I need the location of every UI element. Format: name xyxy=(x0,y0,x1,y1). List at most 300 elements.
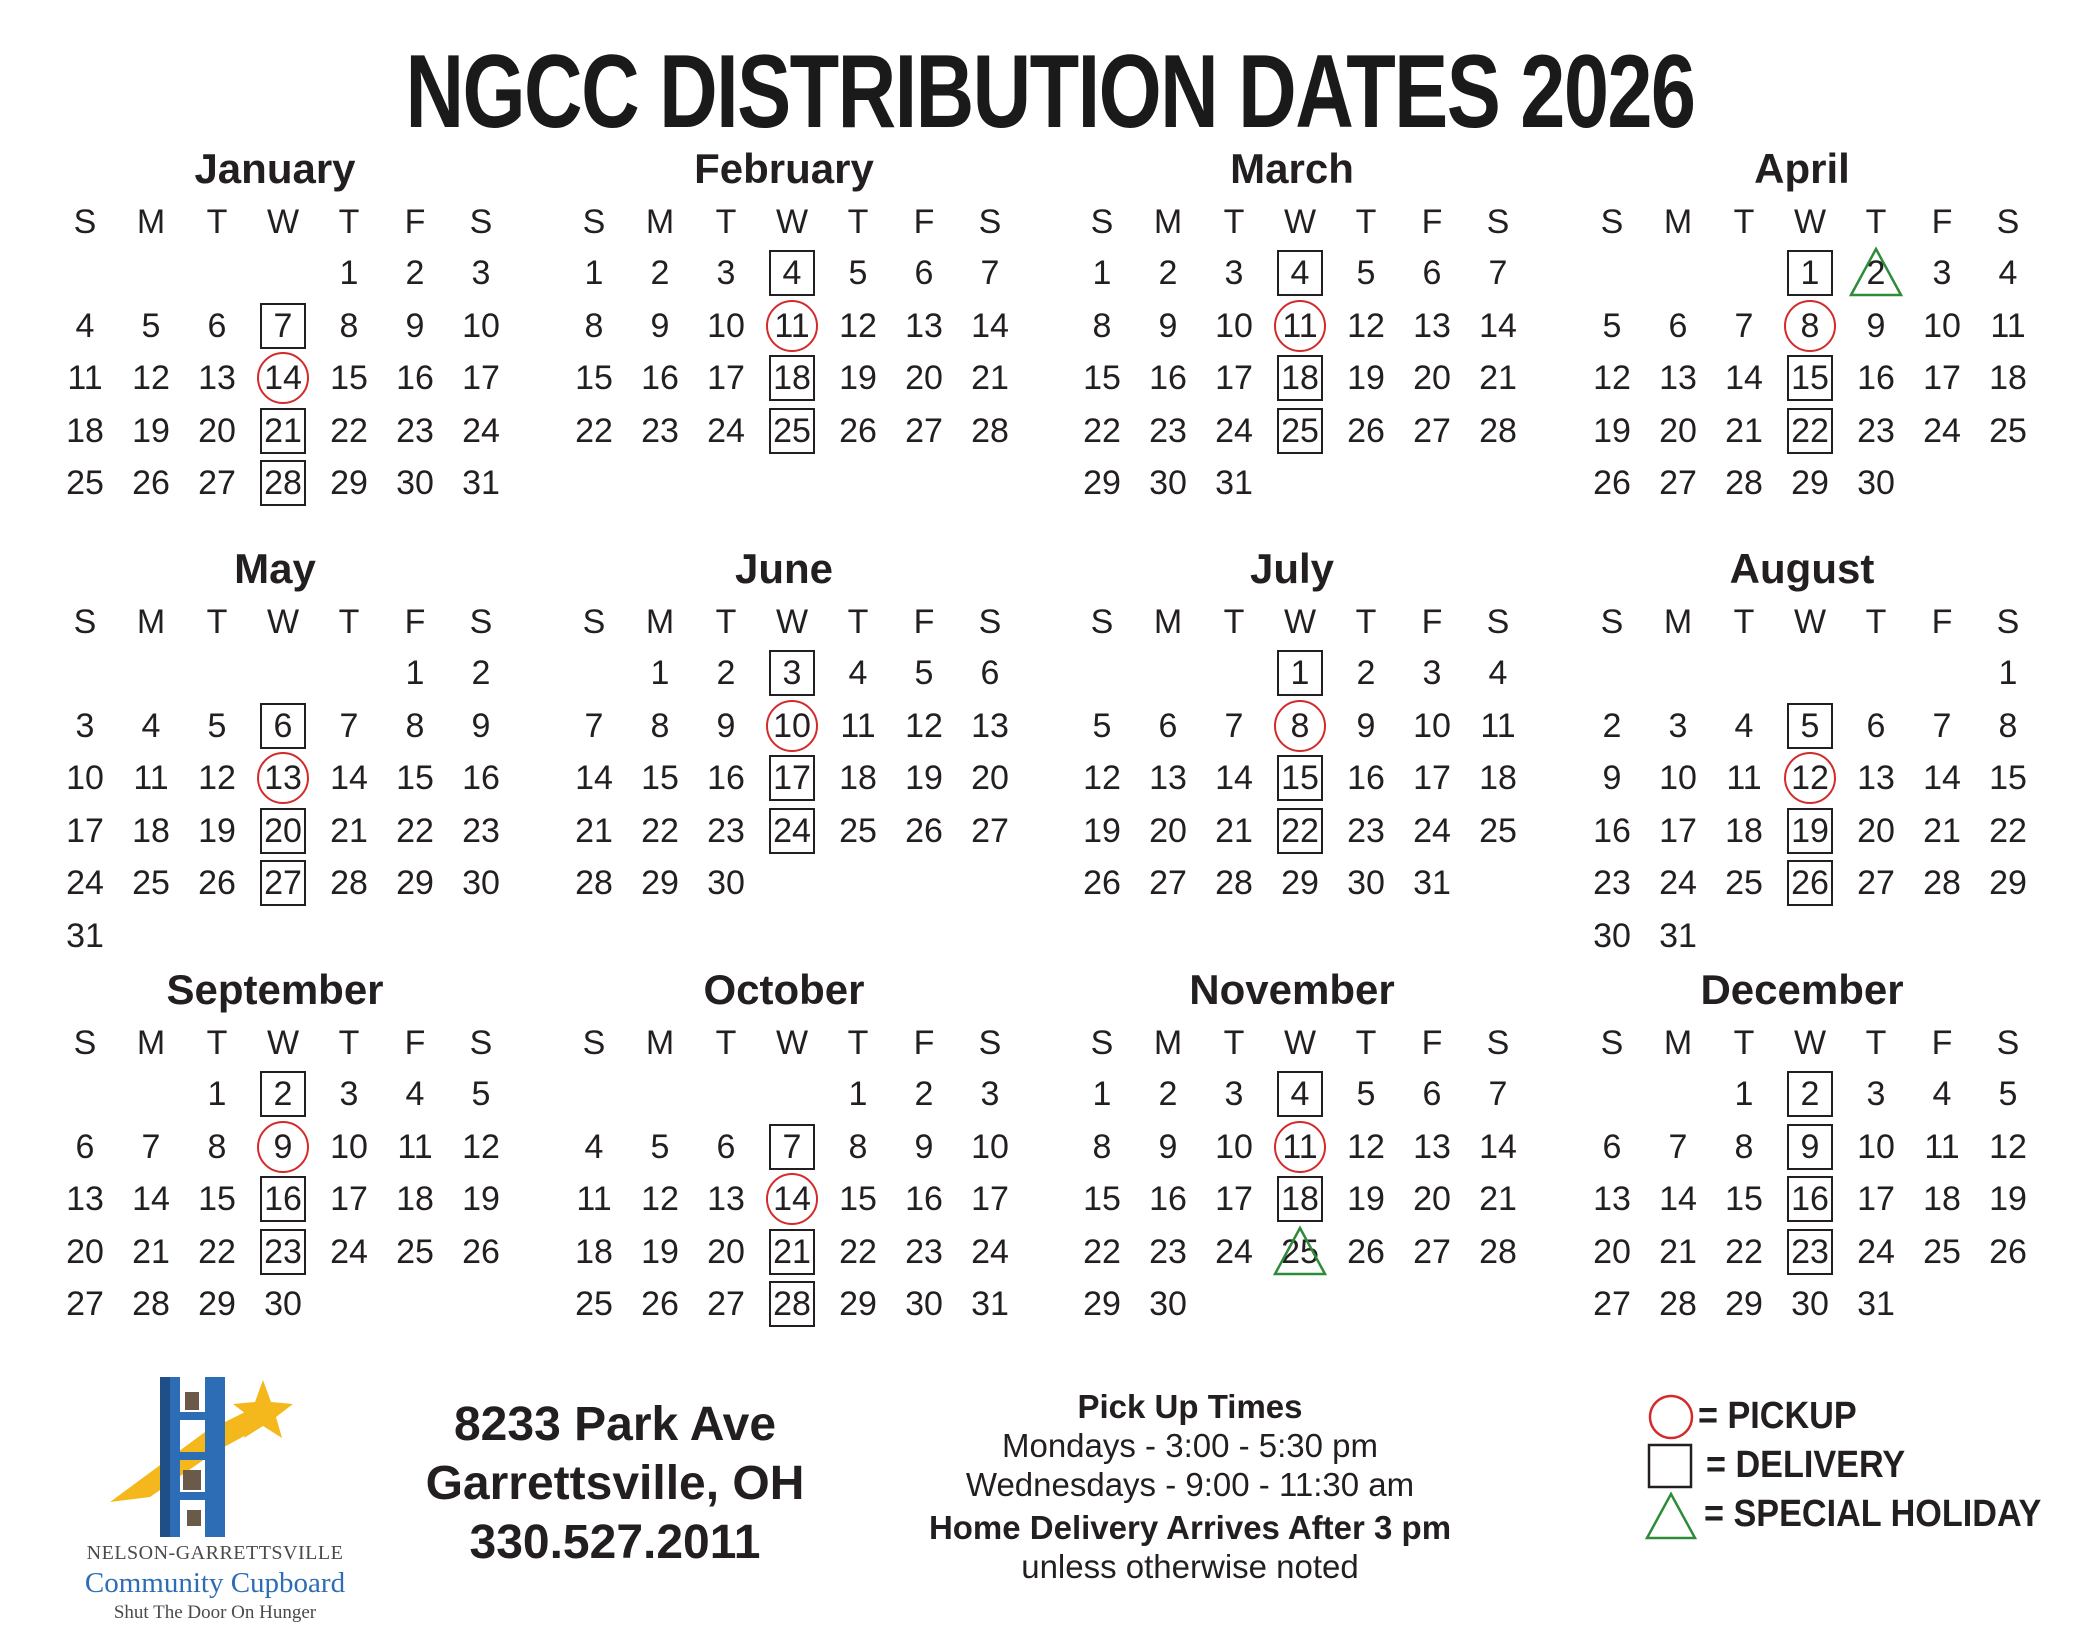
day-cell: 29 xyxy=(396,864,434,902)
day-cell: 7 xyxy=(782,1127,802,1166)
weekday-header: T xyxy=(715,1024,737,1062)
day-cell: 23 xyxy=(1593,864,1631,902)
day-cell: 12 xyxy=(132,359,170,397)
day-cell: 9 xyxy=(716,706,736,745)
day-cell: 7 xyxy=(1488,1075,1508,1113)
day-cell: 3 xyxy=(75,706,95,745)
day-cell: 20 xyxy=(905,359,943,397)
day-cell: 20 xyxy=(1857,811,1895,850)
address-block xyxy=(405,1395,825,1572)
day-cell: 14 xyxy=(330,759,368,797)
day-cell: 10 xyxy=(971,1127,1009,1166)
day-cell: 8 xyxy=(848,1127,868,1166)
day-cell: 18 xyxy=(66,411,104,450)
day-cell: 23 xyxy=(1857,411,1895,450)
month-august xyxy=(1567,545,2037,955)
day-cell: 13 xyxy=(707,1180,745,1218)
day-cell: 6 xyxy=(716,1127,736,1166)
day-cell: 17 xyxy=(707,359,745,397)
day-cell: 23 xyxy=(1149,411,1187,450)
day-cell: 12 xyxy=(1989,1127,2027,1166)
weekday-header: F xyxy=(913,1024,935,1062)
weekday-header: F xyxy=(404,603,426,641)
day-cell: 21 xyxy=(773,1232,811,1271)
day-cell: 14 xyxy=(971,306,1009,345)
day-cell: 14 xyxy=(1479,1127,1517,1166)
day-cell: 19 xyxy=(641,1232,679,1271)
page-title: NGCC DISTRIBUTION DATES 2026 xyxy=(405,34,1695,150)
day-cell: 6 xyxy=(1422,1075,1442,1113)
day-cell: 7 xyxy=(1224,706,1244,745)
day-cell: 16 xyxy=(264,1180,302,1218)
day-cell: 22 xyxy=(575,411,613,450)
day-cell: 10 xyxy=(707,306,745,345)
month-name: June xyxy=(734,545,834,592)
day-cell: 27 xyxy=(1857,864,1895,902)
day-cell: 29 xyxy=(1083,1285,1121,1323)
day-cell: 10 xyxy=(330,1127,368,1166)
day-cell: 11 xyxy=(1282,306,1318,345)
day-cell: 18 xyxy=(1281,1180,1319,1218)
day-cell: 29 xyxy=(1791,464,1829,502)
day-cell: 3 xyxy=(1224,254,1244,292)
weekday-header: T xyxy=(1223,603,1245,641)
day-cell: 14 xyxy=(264,359,302,397)
day-cell: 19 xyxy=(462,1180,500,1218)
weekday-header: S xyxy=(1486,1024,1510,1062)
weekday-header: T xyxy=(338,603,360,641)
weekday-header: S xyxy=(1996,203,2020,241)
logo-tagline: Shut The Door On Hunger xyxy=(113,1602,317,1623)
day-cell: 14 xyxy=(1215,759,1253,797)
day-cell: 17 xyxy=(1659,811,1697,850)
day-cell: 21 xyxy=(971,359,1009,397)
day-cell: 28 xyxy=(971,411,1009,450)
day-cell: 27 xyxy=(971,811,1009,850)
day-cell: 25 xyxy=(66,464,104,502)
weekday-header: F xyxy=(1421,1024,1443,1062)
day-cell: 19 xyxy=(839,359,877,397)
day-cell: 31 xyxy=(971,1285,1009,1323)
day-cell: 8 xyxy=(1800,306,1820,345)
day-cell: 3 xyxy=(1224,1075,1244,1113)
day-cell: 23 xyxy=(1791,1232,1829,1271)
day-cell: 22 xyxy=(1725,1232,1763,1271)
delivery-subnote: unless otherwise noted xyxy=(1021,1548,1359,1585)
triangle-icon xyxy=(1643,1490,1699,1542)
day-cell: 10 xyxy=(66,759,104,797)
month-october xyxy=(549,966,1019,1329)
weekday-header: S xyxy=(1996,603,2020,641)
day-cell: 16 xyxy=(1347,759,1385,797)
day-cell: 13 xyxy=(1413,1127,1451,1166)
month-name: September xyxy=(166,966,384,1013)
day-cell: 14 xyxy=(1479,306,1517,345)
day-cell: 10 xyxy=(1923,306,1961,345)
day-cell: 14 xyxy=(1923,759,1961,797)
day-cell: 1 xyxy=(207,1075,227,1113)
day-cell: 6 xyxy=(207,306,227,345)
weekday-header: S xyxy=(1600,203,1624,241)
day-cell: 5 xyxy=(914,654,934,692)
day-cell: 22 xyxy=(396,811,434,850)
day-cell: 8 xyxy=(1734,1127,1754,1166)
day-cell: 16 xyxy=(1149,1180,1187,1218)
day-cell: 2 xyxy=(716,654,736,692)
day-cell: 20 xyxy=(971,759,1009,797)
square-icon xyxy=(1646,1441,1696,1491)
day-cell: 2 xyxy=(650,254,670,292)
day-cell: 14 xyxy=(1659,1180,1697,1218)
day-cell: 18 xyxy=(1989,359,2027,397)
day-cell: 8 xyxy=(1092,306,1112,345)
weekday-header: W xyxy=(1793,603,1827,641)
day-cell: 5 xyxy=(1998,1075,2018,1113)
weekday-header: M xyxy=(1153,1024,1183,1062)
day-cell: 16 xyxy=(905,1180,943,1218)
address-street: 8233 Park Ave xyxy=(453,1398,777,1451)
day-cell: 17 xyxy=(330,1180,368,1218)
day-cell: 29 xyxy=(839,1285,877,1323)
day-cell: 20 xyxy=(264,811,302,850)
weekday-header: M xyxy=(1153,603,1183,641)
day-cell: 20 xyxy=(198,411,236,450)
weekday-header: T xyxy=(1355,203,1377,241)
day-cell: 16 xyxy=(1857,359,1895,397)
day-cell: 28 xyxy=(132,1285,170,1323)
day-cell: 19 xyxy=(1989,1180,2027,1218)
day-cell: 4 xyxy=(584,1127,604,1166)
day-cell: 21 xyxy=(1215,811,1253,850)
address-city: Garrettsville, OH xyxy=(425,1457,805,1510)
legend-delivery-label: = DELIVERY xyxy=(1706,1444,1906,1486)
day-cell: 7 xyxy=(339,706,359,745)
day-cell: 9 xyxy=(471,706,491,745)
day-cell: 2 xyxy=(471,654,491,692)
weekday-header: S xyxy=(1600,1024,1624,1062)
day-cell: 5 xyxy=(848,254,868,292)
day-cell: 31 xyxy=(66,916,104,955)
weekday-header: T xyxy=(1223,203,1245,241)
weekday-header: S xyxy=(582,1024,606,1062)
day-cell: 11 xyxy=(774,306,810,345)
day-cell: 29 xyxy=(1725,1285,1763,1323)
day-cell: 27 xyxy=(1413,1232,1451,1271)
day-cell: 20 xyxy=(1593,1232,1631,1271)
weekday-header: W xyxy=(1793,203,1827,241)
day-cell: 26 xyxy=(839,411,877,450)
day-cell: 4 xyxy=(1998,254,2018,292)
day-cell: 16 xyxy=(396,359,434,397)
day-cell: 23 xyxy=(462,811,500,850)
day-cell: 1 xyxy=(1734,1075,1754,1113)
day-cell: 1 xyxy=(1800,254,1820,292)
address-phone: 330.527.2011 xyxy=(469,1516,761,1569)
day-cell: 4 xyxy=(1290,1075,1310,1113)
day-cell: 21 xyxy=(575,811,613,850)
day-cell: 28 xyxy=(773,1285,811,1323)
day-cell: 18 xyxy=(132,811,170,850)
weekday-header: S xyxy=(73,203,97,241)
month-name: August xyxy=(1729,545,1875,592)
day-cell: 19 xyxy=(198,811,236,850)
day-cell: 14 xyxy=(773,1180,811,1218)
day-cell: 15 xyxy=(839,1180,877,1218)
weekday-header: M xyxy=(136,603,166,641)
day-cell: 27 xyxy=(198,464,236,502)
day-cell: 28 xyxy=(330,864,368,902)
day-cell: 21 xyxy=(132,1232,170,1271)
day-cell: 11 xyxy=(67,359,103,397)
day-cell: 22 xyxy=(1083,1232,1121,1271)
weekday-header: F xyxy=(1931,203,1953,241)
day-cell: 15 xyxy=(198,1180,236,1218)
day-cell: 8 xyxy=(1290,706,1310,745)
weekday-header: S xyxy=(73,603,97,641)
day-cell: 3 xyxy=(1866,1075,1886,1113)
weekday-header: M xyxy=(1663,203,1693,241)
day-cell: 9 xyxy=(914,1127,934,1166)
day-cell: 6 xyxy=(1422,254,1442,292)
day-cell: 8 xyxy=(650,706,670,745)
day-cell: 24 xyxy=(1215,411,1253,450)
day-cell: 22 xyxy=(1281,811,1319,850)
month-december xyxy=(1567,966,2037,1329)
legend-pickup-label: = PICKUP xyxy=(1698,1395,1857,1437)
month-name: December xyxy=(1700,966,1904,1013)
day-cell: 1 xyxy=(1092,1075,1112,1113)
day-cell: 15 xyxy=(641,759,679,797)
day-cell: 4 xyxy=(141,706,161,745)
weekday-header: S xyxy=(469,203,493,241)
day-cell: 22 xyxy=(1083,411,1121,450)
day-cell: 10 xyxy=(462,306,500,345)
day-cell: 3 xyxy=(1422,654,1442,692)
day-cell: 25 xyxy=(1923,1232,1961,1271)
weekday-header: T xyxy=(847,1024,869,1062)
day-cell: 5 xyxy=(1602,306,1622,345)
day-cell: 26 xyxy=(462,1232,500,1271)
day-cell: 5 xyxy=(1356,1075,1376,1113)
day-cell: 9 xyxy=(1602,759,1622,797)
delivery-note: Home Delivery Arrives After 3 pm xyxy=(928,1509,1452,1546)
weekday-header: W xyxy=(1793,1024,1827,1062)
day-cell: 21 xyxy=(1923,811,1961,850)
day-cell: 22 xyxy=(839,1232,877,1271)
weekday-header: F xyxy=(1931,603,1953,641)
weekday-header: T xyxy=(715,603,737,641)
weekday-header: M xyxy=(136,1024,166,1062)
day-cell: 6 xyxy=(1866,706,1886,745)
day-cell: 1 xyxy=(1092,254,1112,292)
day-cell: 30 xyxy=(1791,1285,1829,1323)
day-cell: 27 xyxy=(1149,864,1187,902)
weekday-header: T xyxy=(206,1024,228,1062)
community-cupboard-logo xyxy=(55,1352,375,1623)
day-cell: 24 xyxy=(1659,864,1697,902)
day-cell: 1 xyxy=(584,254,604,292)
day-cell: 30 xyxy=(1857,464,1895,502)
day-cell: 19 xyxy=(1347,1180,1385,1218)
weekday-header: S xyxy=(978,603,1002,641)
day-cell: 25 xyxy=(132,864,170,902)
day-cell: 13 xyxy=(971,706,1009,745)
hours-wednesday: Wednesdays - 9:00 - 11:30 am xyxy=(965,1466,1415,1503)
day-cell: 23 xyxy=(1149,1232,1187,1271)
weekday-header: F xyxy=(404,203,426,241)
day-cell: 4 xyxy=(75,306,95,345)
day-cell: 1 xyxy=(339,254,359,292)
day-cell: 17 xyxy=(1923,359,1961,397)
month-name: November xyxy=(1189,966,1395,1013)
weekday-header: M xyxy=(645,1024,675,1062)
day-cell: 28 xyxy=(1215,864,1253,902)
day-cell: 14 xyxy=(575,759,613,797)
day-cell: 18 xyxy=(575,1232,613,1271)
day-cell: 3 xyxy=(782,654,802,692)
weekday-header: M xyxy=(645,203,675,241)
day-cell: 13 xyxy=(1149,759,1187,797)
day-cell: 25 xyxy=(575,1285,613,1323)
day-cell: 24 xyxy=(1857,1232,1895,1271)
weekday-header: W xyxy=(1283,1024,1317,1062)
day-cell: 26 xyxy=(132,464,170,502)
day-cell: 3 xyxy=(471,254,491,292)
day-cell: 18 xyxy=(1281,359,1319,397)
day-cell: 29 xyxy=(1281,864,1319,902)
day-cell: 4 xyxy=(1932,1075,1952,1113)
day-cell: 3 xyxy=(339,1075,359,1113)
weekday-header: W xyxy=(775,203,809,241)
day-cell: 24 xyxy=(707,411,745,450)
day-cell: 10 xyxy=(773,706,811,745)
weekday-header: T xyxy=(1865,603,1887,641)
day-cell: 17 xyxy=(971,1180,1009,1218)
weekday-header: S xyxy=(469,603,493,641)
day-cell: 8 xyxy=(339,306,359,345)
day-cell: 21 xyxy=(264,411,302,450)
weekday-header: T xyxy=(715,203,737,241)
day-cell: 11 xyxy=(133,759,169,797)
day-cell: 25 xyxy=(1989,411,2027,450)
day-cell: 26 xyxy=(905,811,943,850)
day-cell: 5 xyxy=(141,306,161,345)
day-cell: 30 xyxy=(1149,1285,1187,1323)
day-cell: 15 xyxy=(575,359,613,397)
weekday-header: M xyxy=(1153,203,1183,241)
day-cell: 28 xyxy=(575,864,613,902)
day-cell: 2 xyxy=(1800,1075,1820,1113)
day-cell: 16 xyxy=(1791,1180,1829,1218)
month-september xyxy=(40,966,510,1329)
day-cell: 5 xyxy=(207,706,227,745)
day-cell: 9 xyxy=(1800,1127,1820,1166)
day-cell: 15 xyxy=(1083,359,1121,397)
month-april xyxy=(1567,145,2037,508)
day-cell: 24 xyxy=(773,811,811,850)
day-cell: 30 xyxy=(1593,916,1631,955)
weekday-header: S xyxy=(1486,203,1510,241)
day-cell: 30 xyxy=(1149,464,1187,502)
day-cell: 3 xyxy=(716,254,736,292)
day-cell: 2 xyxy=(1866,254,1886,292)
month-name: April xyxy=(1754,145,1850,192)
month-february xyxy=(549,145,1019,508)
month-name: March xyxy=(1230,145,1354,192)
day-cell: 31 xyxy=(1857,1285,1895,1323)
logo-line-1: NELSON-GARRETTSVILLE xyxy=(86,1542,344,1564)
day-cell: 31 xyxy=(1413,864,1451,902)
weekday-header: F xyxy=(1421,203,1443,241)
day-cell: 9 xyxy=(273,1127,293,1166)
weekday-header: M xyxy=(136,203,166,241)
day-cell: 6 xyxy=(1668,306,1688,345)
month-july xyxy=(1057,545,1527,908)
day-cell: 28 xyxy=(1479,411,1517,450)
day-cell: 5 xyxy=(471,1075,491,1113)
day-cell: 24 xyxy=(971,1232,1009,1271)
day-cell: 21 xyxy=(1725,411,1763,450)
day-cell: 26 xyxy=(1989,1232,2027,1271)
day-cell: 27 xyxy=(66,1285,104,1323)
day-cell: 1 xyxy=(650,654,670,692)
day-cell: 20 xyxy=(1659,411,1697,450)
day-cell: 22 xyxy=(1791,411,1829,450)
day-cell: 25 xyxy=(773,411,811,450)
day-cell: 29 xyxy=(330,464,368,502)
day-cell: 27 xyxy=(905,411,943,450)
day-cell: 15 xyxy=(1989,759,2027,797)
day-cell: 11 xyxy=(576,1180,612,1218)
weekday-header: F xyxy=(1931,1024,1953,1062)
month-name: July xyxy=(1249,545,1335,592)
day-cell: 16 xyxy=(1149,359,1187,397)
weekday-header: T xyxy=(1865,203,1887,241)
weekday-header: F xyxy=(404,1024,426,1062)
day-cell: 24 xyxy=(66,864,104,902)
day-cell: 31 xyxy=(1659,916,1697,955)
weekday-header: S xyxy=(469,1024,493,1062)
day-cell: 22 xyxy=(330,411,368,450)
day-cell: 13 xyxy=(1857,759,1895,797)
day-cell: 30 xyxy=(905,1285,943,1323)
day-cell: 24 xyxy=(330,1232,368,1271)
circle-icon xyxy=(1646,1392,1696,1442)
day-cell: 13 xyxy=(198,359,236,397)
day-cell: 29 xyxy=(198,1285,236,1323)
day-cell: 4 xyxy=(782,254,802,292)
weekday-header: S xyxy=(1090,1024,1114,1062)
weekday-header: W xyxy=(266,603,300,641)
day-cell: 24 xyxy=(462,411,500,450)
day-cell: 4 xyxy=(1290,254,1310,292)
day-cell: 9 xyxy=(405,306,425,345)
weekday-header: S xyxy=(978,203,1002,241)
day-cell: 30 xyxy=(707,864,745,902)
day-cell: 11 xyxy=(397,1127,433,1166)
day-cell: 24 xyxy=(1413,811,1451,850)
day-cell: 12 xyxy=(1347,306,1385,345)
day-cell: 27 xyxy=(1659,464,1697,502)
day-cell: 20 xyxy=(1149,811,1187,850)
day-cell: 12 xyxy=(839,306,877,345)
weekday-header: S xyxy=(1996,1024,2020,1062)
day-cell: 7 xyxy=(1734,306,1754,345)
weekday-header: T xyxy=(847,603,869,641)
day-cell: 18 xyxy=(773,359,811,397)
day-cell: 1 xyxy=(1998,654,2018,692)
weekday-header: T xyxy=(1733,203,1755,241)
